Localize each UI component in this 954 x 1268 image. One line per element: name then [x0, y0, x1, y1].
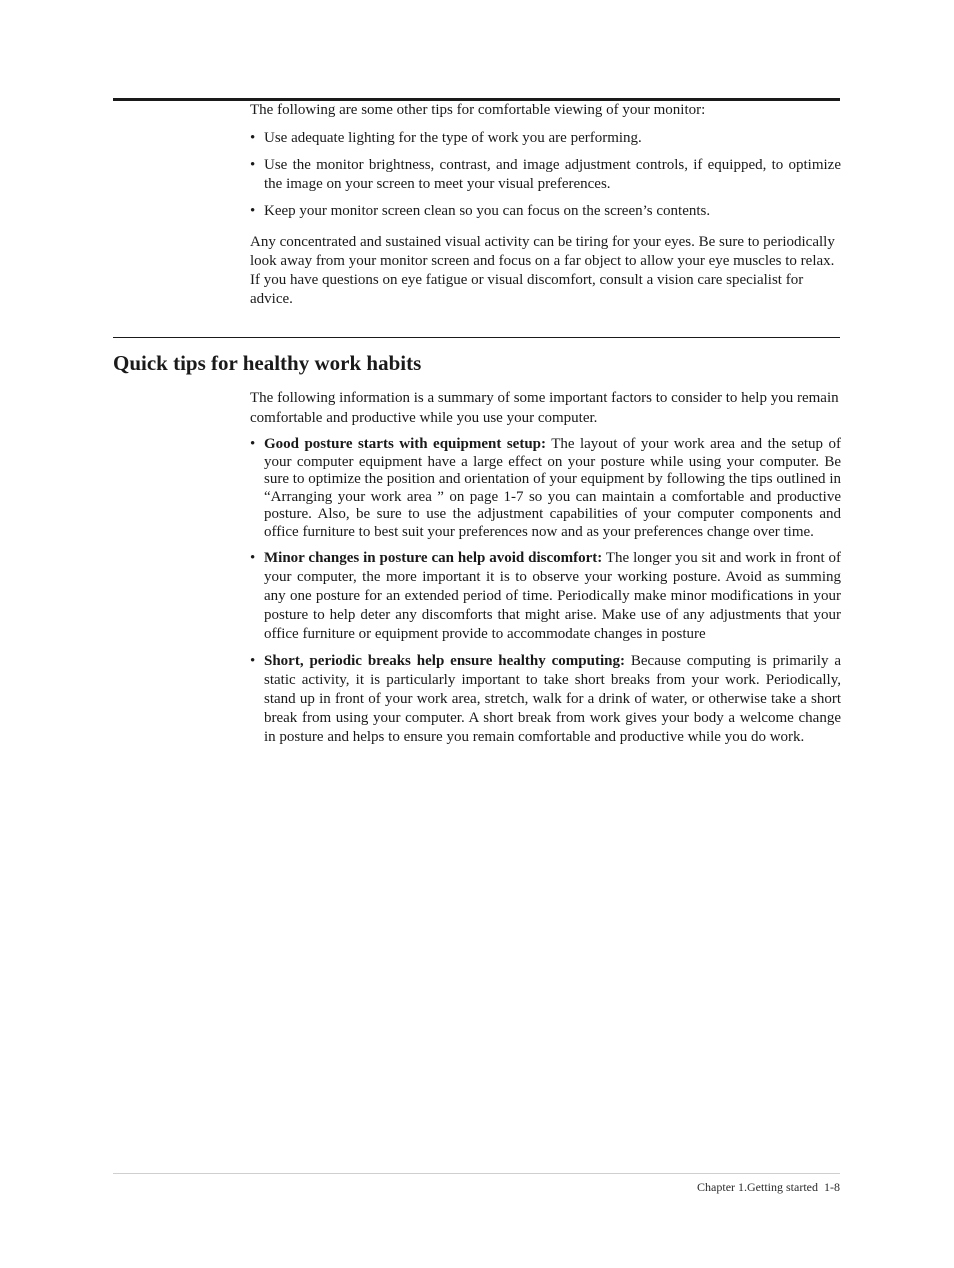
list-item-text: Use the monitor brightness, contrast, and image adjustment controls, if equipped, to optimize the image on your screen to meet your visual preferences. [264, 157, 841, 192]
work-habits-section [250, 388, 841, 755]
list-item-lead: Minor changes in posture can help avoid discomfort: [264, 550, 603, 566]
habits-intro: The following information is a summary of some important factors to consider to help you remain comfortable and productive while you use your computer. [250, 390, 839, 426]
list-item [250, 549, 841, 644]
list-item [250, 129, 841, 148]
chapter-label: Chapter 1.Getting started [697, 1180, 818, 1194]
bullet-icon: • [250, 436, 256, 452]
footer-rule [113, 1173, 840, 1174]
list-item [250, 202, 841, 221]
list-item-text: Keep your monitor screen clean so you can focus on the screen’s contents. [264, 203, 711, 219]
section-heading: Quick tips for healthy work habits [113, 351, 422, 375]
bullet-icon: • [250, 653, 256, 669]
list-item-text: The layout of your work area and the setup of your computer equipment have a large effect on your posture while using your computer. Be sure to optimize the position and orientation of your equipment by following the tips outlined in “Arranging your work area ” on page 1-7 so you can maintain a comfortable and productive posture. Also, be sure to use the adjustment capabilities of your computer components and office furniture to best suit your preferences now and as your preferences change over time. [264, 436, 841, 540]
list-item-lead: Short, periodic breaks help ensure healthy computing: [264, 653, 625, 669]
tips-intro: The following are some other tips for comfortable viewing of your monitor: [250, 102, 706, 118]
bullet-icon: • [250, 157, 256, 173]
habits-list [250, 436, 841, 747]
list-item [250, 156, 841, 194]
list-item-text: Because computing is primarily a static activity, it is particularly important to take short breaks from your work. Periodically, stand up in front of your work area, stretch, walk for a drink of water, or otherwise take a short break from using your computer. A short break from work gives your body a welcome change in posture and helps to ensure you remain comfortable and productive while you do work. [264, 653, 841, 745]
list-item-text: The longer you sit and work in front of your computer, the more important it is to observe your working posture. Avoid as summing any one posture for an extended period of time. Periodically make minor modifications in your posture to help deter any discomforts that might arise. Make use of any adjustments that your office furniture or equipment provide to accommodate changes in posture [264, 550, 841, 642]
page-number: 1-8 [824, 1180, 840, 1194]
list-item [250, 436, 841, 541]
page-footer [697, 1180, 840, 1195]
bullet-icon: • [250, 203, 256, 219]
list-item-lead: Good posture starts with equipment setup: [264, 436, 546, 452]
eye-comfort-tips-section [250, 101, 841, 309]
bullet-icon: • [250, 130, 256, 146]
list-item-text: Use adequate lighting for the type of work you are performing. [264, 130, 642, 146]
eye-fatigue-paragraph: Any concentrated and sustained visual activity can be tiring for your eyes. Be sure to periodically look away from your monitor screen and focus on a far object to allow your eye muscles to relax. If you have questions on eye fatigue or visual discomfort, consult a vision care specialist for advice. [250, 234, 835, 307]
section-divider [113, 337, 840, 338]
bullet-icon: • [250, 550, 256, 566]
list-item [250, 652, 841, 747]
viewing-tips-list [250, 129, 841, 221]
